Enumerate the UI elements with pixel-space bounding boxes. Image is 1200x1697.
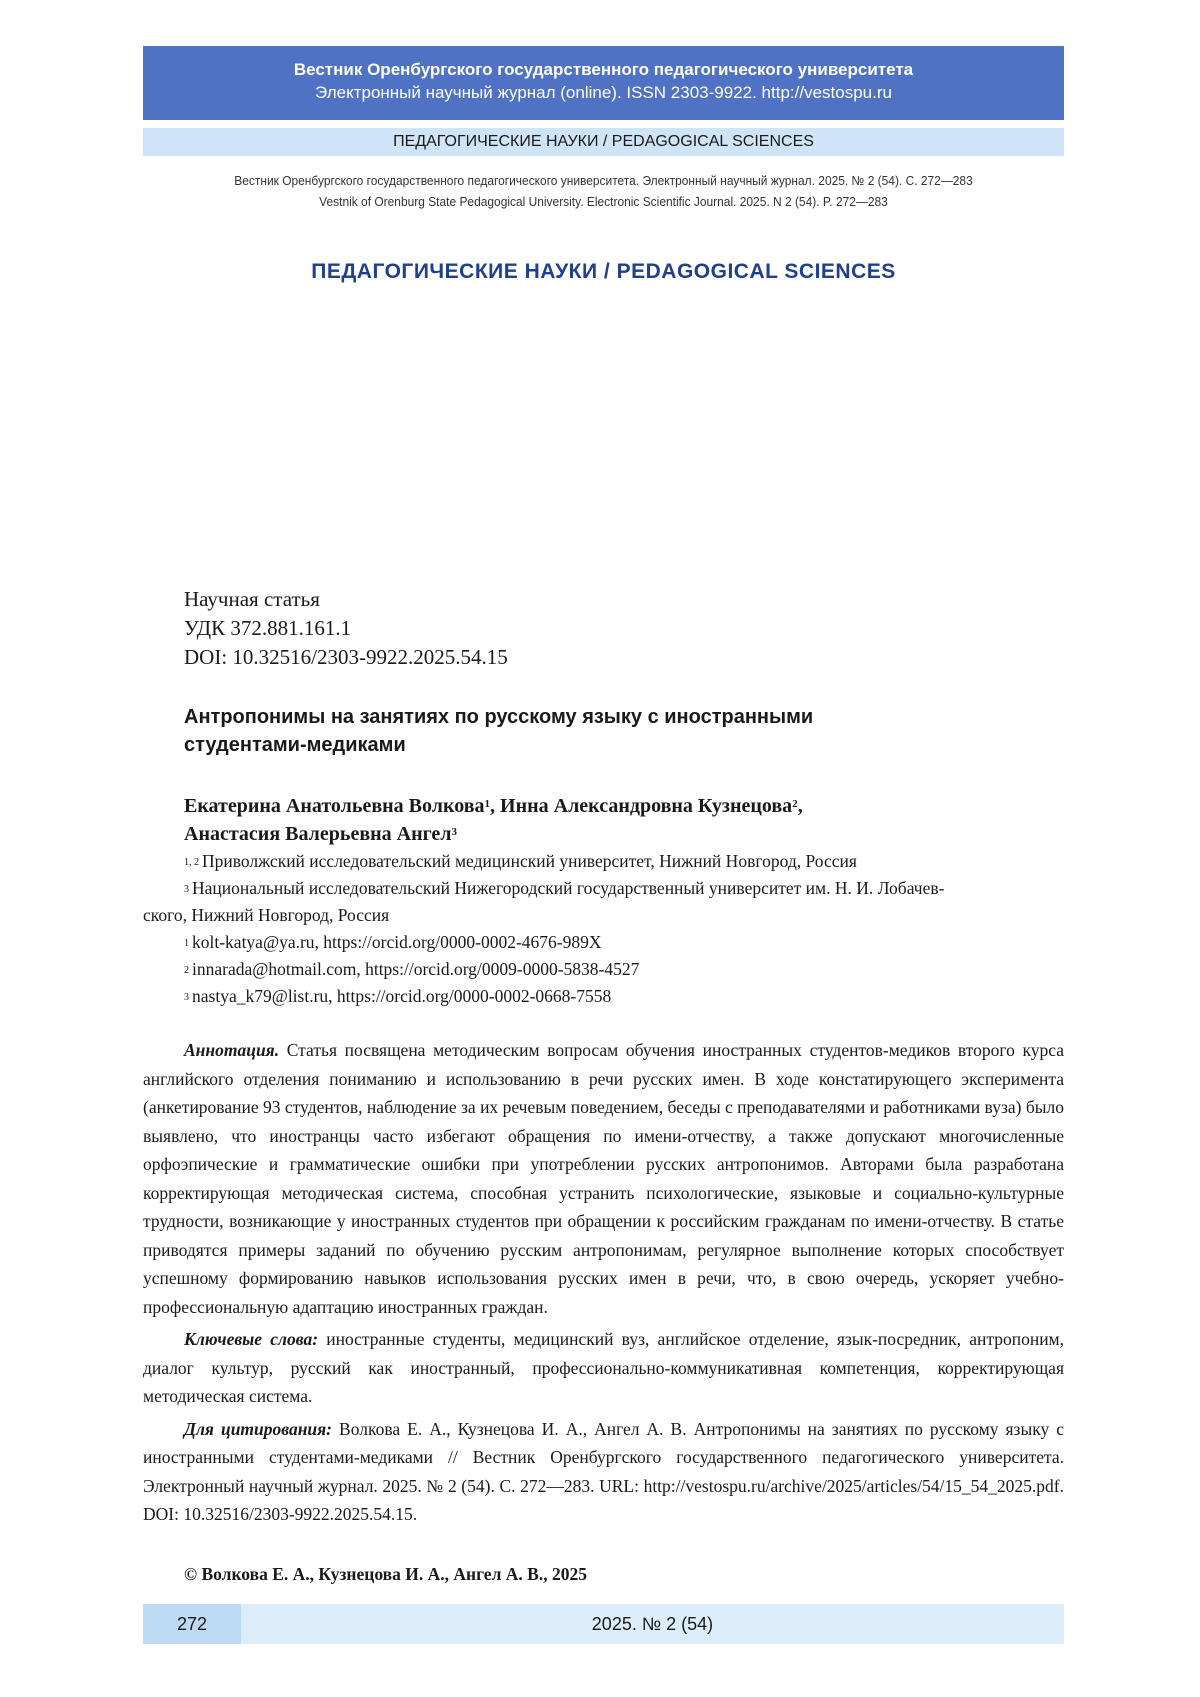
copyright: © Волкова Е. А., Кузнецова И. А., Ангел А. В., 2025 xyxy=(184,1564,587,1584)
journal-citation xyxy=(180,170,1027,212)
affiliation-3 xyxy=(143,875,1064,902)
affiliations xyxy=(143,848,1064,1010)
contact-text: nastya_k79@list.ru, https://orcid.org/0000-0002-0668-7558 xyxy=(192,986,612,1006)
keywords xyxy=(143,1325,1064,1411)
affiliation-3-continued: ского, Нижний Новгород, Россия xyxy=(143,905,390,925)
author-1-sup: 1 xyxy=(484,798,491,810)
author-2: Инна Александровна Кузнецова xyxy=(500,795,793,817)
author-3-contact xyxy=(143,983,1064,1010)
udk: УДК 372.881.161.1 xyxy=(184,616,352,640)
author-1-contact xyxy=(143,929,1064,956)
rubric-heading: ПЕДАГОГИЧЕСКИЕ НАУКИ / PEDAGOGICAL SCIENCES xyxy=(311,260,896,283)
contact-text: innarada@hotmail.com, https://orcid.org/0009-0000-5838-4527 xyxy=(192,959,640,979)
affiliation-text: Национальный исследовательский Нижегородский государственный университет им. Н. И. Лобачев- xyxy=(192,878,945,898)
author-2-sup: 2 xyxy=(792,798,798,810)
citation xyxy=(143,1415,1064,1529)
journal-title: Вестник Оренбургского государственного педагогического университета xyxy=(293,60,914,79)
affiliation-sup: 1, 2 xyxy=(184,857,199,868)
citation-text: Волкова Е. А., Кузнецова И. А., Ангел А. В. Антропонимы на занятиях по русскому языку с иностранными студентами-медиками // Вестник Оренбургского государственного педагогического университета. Электронный научный журнал. 2025. № 2 (54). С. 272—283. URL: http://vestospu.ru/archive/2025/articles/54/15_54_2025.pdf. DOI: 10.32516/2303-9922.2025.54.15. xyxy=(143,1418,1065,1524)
keywords-label: Ключевые слова: xyxy=(184,1329,319,1349)
page-footer xyxy=(143,1604,1064,1644)
doi: DOI: 10.32516/2303-9922.2025.54.15 xyxy=(184,645,508,669)
author-3: Анастасия Валерьевна Ангел xyxy=(184,823,452,845)
authors-line1 xyxy=(184,792,1044,820)
section-band: ПЕДАГОГИЧЕСКИЕ НАУКИ / PEDAGOGICAL SCIENCES xyxy=(143,128,1064,156)
journal-masthead xyxy=(143,46,1064,120)
author-separator: , xyxy=(490,795,501,817)
contact-sup: 2 xyxy=(184,965,189,976)
authors xyxy=(184,792,1044,848)
article-title xyxy=(184,703,984,759)
keywords-text: иностранные студенты, медицинский вуз, английское отделение, язык-посредник, антропоним, диалог культур, русский как иностранный, профессионально-коммуникативная компетенция, корректирующая методическая система. xyxy=(143,1329,1065,1406)
citation-label: Для цитирования: xyxy=(184,1418,333,1439)
issue-label: 2025. № 2 (54) xyxy=(591,1614,714,1634)
journal-subtitle: Электронный научный журнал (online). ISSN 2303-9922. http://vestospu.ru xyxy=(315,83,892,102)
contact-sup: 3 xyxy=(184,992,189,1003)
author-2-contact xyxy=(143,956,1064,983)
article-title-line1: Антропонимы на занятиях по русскому языку с иностранными xyxy=(184,706,814,728)
author-3-sup: 3 xyxy=(451,826,458,838)
abstract-text: Статья посвящена методическим вопросам обучения иностранных студентов-медиков второго курса английского отделения пониманию и использованию в речи русских имен. В ходе констатирующего эксперимента (анкетирование 93 студентов, наблюдение за их речевым поведением, беседы с преподавателями и работниками вуза) было выявлено, что иностранцы часто избегают обращения по имени-отчеству, а также допускают многочисленные орфоэпические и грамматические ошибки при употреблении русских антропонимов. Авторами была разработана корректирующая методическая система, способная устранить психологические, языковые и социально-культурные трудности, возникающие у иностранных студентов при обращении к российским гражданам по имени-отчеству. В статье приводятся примеры заданий по обучению русским антропонимам, регулярное выполнение которых способствует успешному формированию навыков использования русских имен в речи, что, в свою очередь, ускоряет учебно-профессиональную адаптацию иностранных граждан. xyxy=(143,1040,1064,1317)
article-type: Научная статья xyxy=(184,587,320,611)
citation-ru: Вестник Оренбургского государственного педагогического университета. Электронный научный журнал. 2025. № 2 (54). С. 272—283 xyxy=(234,173,973,188)
page-number: 272 xyxy=(143,1604,241,1644)
contact-sup: 1 xyxy=(184,938,189,949)
contact-text: kolt-katya@ya.ru, https://orcid.org/0000-0002-4676-989X xyxy=(192,932,602,952)
affiliation-1-2 xyxy=(143,848,1064,875)
author-1: Екатерина Анатольевна Волкова xyxy=(184,795,485,817)
abstract-block xyxy=(143,1036,1064,1533)
affiliation-text: Приволжский исследовательский медицинский университет, Нижний Новгород, Россия xyxy=(202,851,857,871)
affiliation-sup: 3 xyxy=(184,884,189,895)
abstract xyxy=(143,1036,1064,1321)
article-meta xyxy=(184,585,508,672)
authors-line2 xyxy=(184,820,1044,848)
author-separator: , xyxy=(797,795,803,817)
abstract-label: Аннотация. xyxy=(184,1040,280,1060)
citation-en: Vestnik of Orenburg State Pedagogical University. Electronic Scientific Journal. 2025. N 2 (54). P. 272—283 xyxy=(319,194,888,209)
article-title-line2: студентами-медиками xyxy=(184,734,406,756)
